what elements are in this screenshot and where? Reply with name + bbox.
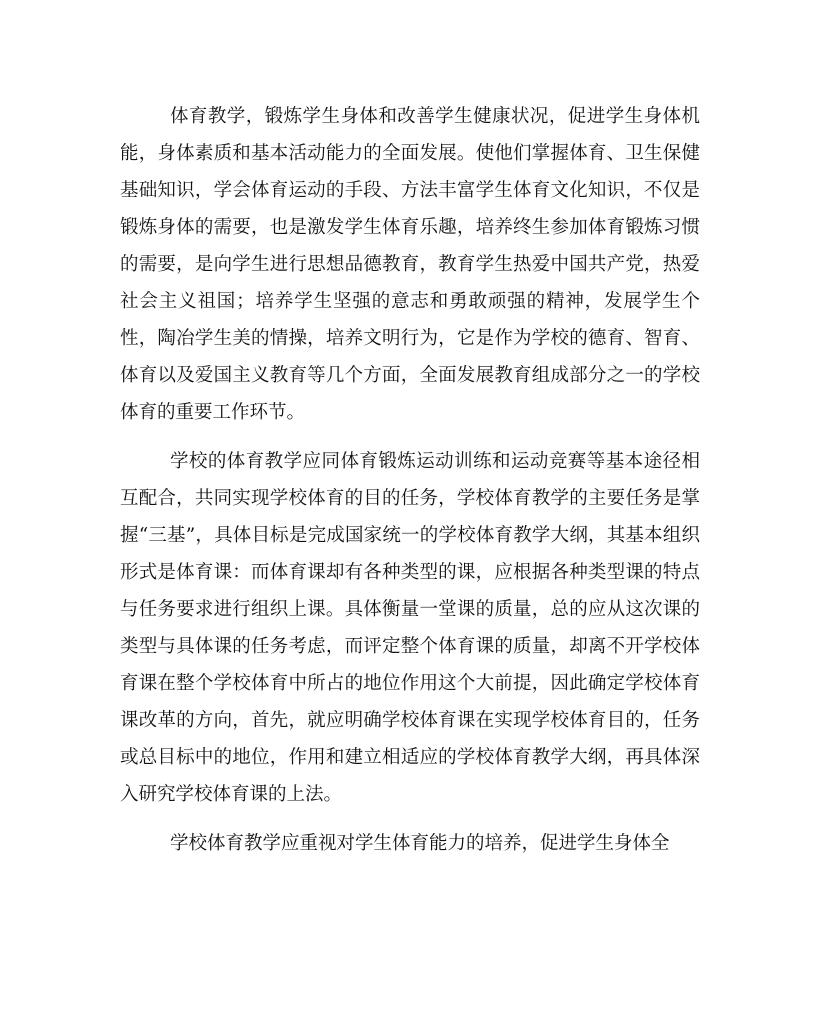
paragraph-3: 学校体育教学应重视对学生体育能力的培养，促进学生身体全	[169, 833, 670, 854]
paragraph-1: 体育教学，锻炼学生身体和改善学生健康状况，促进学生身体机能，身体素质和基本活动能力的全面发展。使他们掌握体育、卫生保健基础知识，学会体育运动的手段、方法丰富学生体育文化知识，不仅是锻炼身体的需要，也是激发学生体育乐趣，培养终生参加体育锻炼习惯的需要，是向学生进行思想品德教育，教育学生热爱中国共产党，热爱社会主义祖国；培养学生坚强的意志和勇敢顽强的精神，发展学生个性，陶冶学生美的情操，培养文明行为，它是作为学校的德育、智育、体育以及爱国主义教育等几个方面，全面发展教育组成部分之一的学校体育的重要工作环节。	[120, 106, 700, 423]
document-body	[120, 98, 700, 874]
paragraph-2: 学校的体育教学应同体育锻炼运动训练和运动竞赛等基本途径相互配合，共同实现学校体育的目的任务，学校体育教学的主要任务是掌握“三基”，具体目标是完成国家统一的学校体育教学大纲，其基本组织形式是体育课：而体育课却有各种类型的课，应根据各种类型课的特点与任务要求进行组织上课。具体衡量一堂课的质量，总的应从这次课的类型与具体课的任务考虑，而评定整个体育课的质量，却离不开学校体育课在整个学校体育中所占的地位作用这个大前提，因此确定学校体育课改革的方向，首先，就应明确学校体育课在实现学校体育目的，任务或总目标中的地位，作用和建立相适应的学校体育教学大纲，再具体深入研究学校体育课的上法。	[120, 451, 700, 805]
